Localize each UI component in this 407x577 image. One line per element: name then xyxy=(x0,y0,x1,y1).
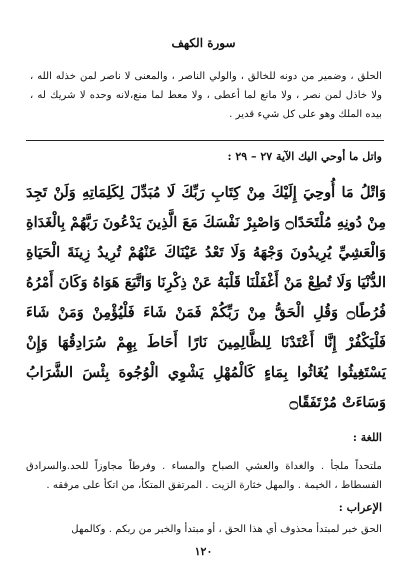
commentary-paragraph: الحلق ، وضمير من دونه للخالق ، والولي الناصر ، والمعنى لا ناصر لمن خذله الله ، ولا خاذل لمن نصر ، ولا مانع لما أعطى ، ولا معط لما منع،لانه وحده لا شريك له ، بيده الملك وهو على كل شيء قدير . xyxy=(30,71,382,120)
verses-heading: واتل ما أوحي اليك الآية ٢٧ – ٢٩ : xyxy=(227,150,382,163)
irab-heading: الإعراب : xyxy=(338,501,382,514)
page-number: ١٢٠ xyxy=(194,545,213,558)
section-divider xyxy=(26,140,384,141)
lugha-heading: اللغة : xyxy=(352,431,382,444)
irab-paragraph: الحق خبر لمبتدأ محذوف أي هذا الحق ، أو مبتدأ والخبر من ربكم . وكالمهل xyxy=(71,524,382,535)
quran-verses: وَاتْلُ مَا أُوحِيَ إِلَيْكَ مِنْ كِتَابِ رَبِّكَ لَا مُبَدِّلَ لِكَلِمَاتِهِ وَلَنْ تَجِدَ مِنْ دُونِهِ مُلْتَحَدًا۝ وَاصْبِرْ نَفْسَكَ مَعَ الَّذِينَ يَدْعُونَ رَبَّهُمْ بِالْغَدَاةِ وَالْعَشِيِّ يُرِيدُونَ وَجْهَهُ وَلَا تَعْدُ عَيْنَاكَ عَنْهُمْ تُرِيدُ زِينَةَ الْحَيَاةِ الدُّنْيَا وَلَا تُطِعْ مَنْ أَغْفَلْنَا قَلْبَهُ عَنْ ذِكْرِنَا وَاتَّبَعَ هَوَاهُ وَكَانَ أَمْرُهُ فُرُطًا۝ وَقُلِ الْحَقُّ مِنْ رَبِّكُمْ فَمَنْ شَاءَ فَلْيُؤْمِنْ وَمَنْ شَاءَ فَلْيَكْفُرْ إِنَّا أَعْتَدْنَا لِلظَّالِمِينَ نَارًا أَحَاطَ بِهِمْ سُرَادِقُهَا وَإِنْ يَسْتَغِيثُوا يُغَاثُوا بِمَاءٍ كَالْمُهْلِ يَشْوِي الْوُجُوهَ بِئْسَ الشَّرَابُ وَسَاءَتْ مُرْتَفَقًا۝ xyxy=(26,184,386,411)
surah-title: سورة الكهف xyxy=(171,36,236,50)
lugha-paragraph: ملتحداً ملجأ . والغداة والعشي الصباح والمساء . وفرطاً مجاوزاً للحد.والسرادق الفسطاط ، الخيمة . والمهل خثارة الزيت . المرتفق المتكأ، من اتكأ على مرفقه . xyxy=(26,461,382,491)
